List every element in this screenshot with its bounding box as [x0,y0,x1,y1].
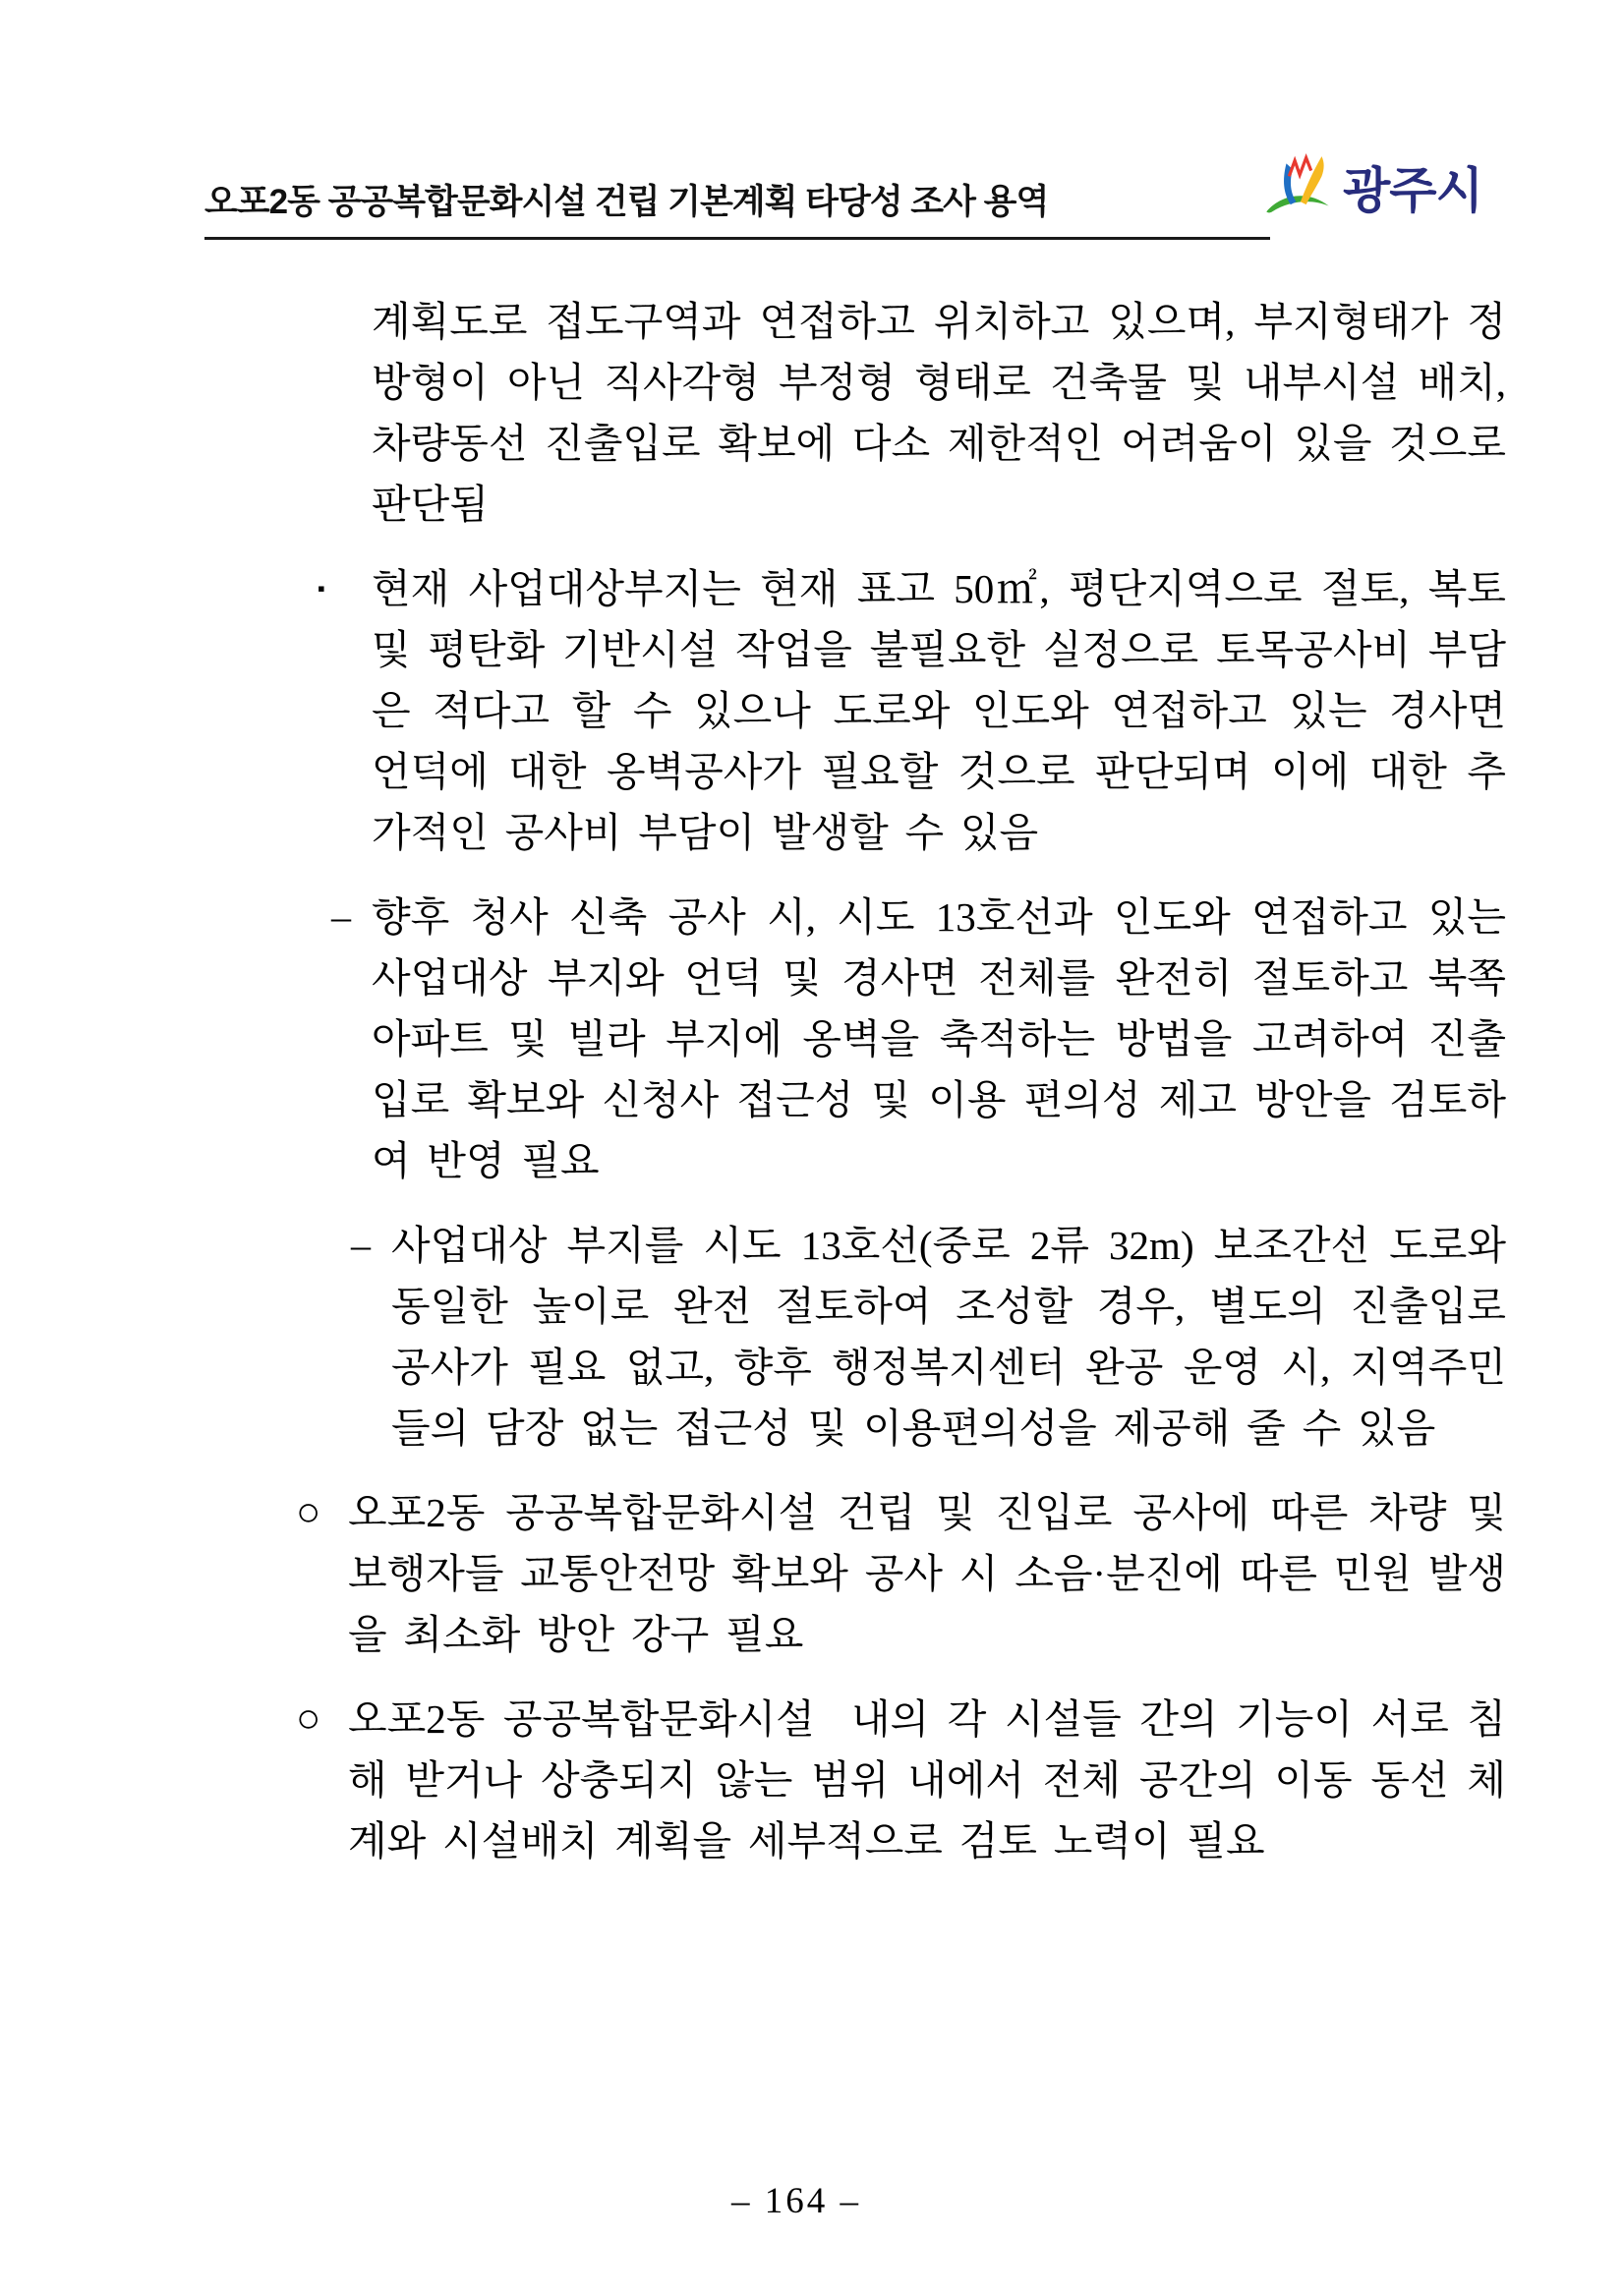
bullet-marker: ▪ [318,576,325,601]
city-emblem-icon [1262,145,1333,234]
body-paragraphs [0,291,1523,1895]
paragraph-text: 오포2동 공공복합문화시설 내의 각 시설들 간의 기능이 서로 침해 받거나 상충되지 않는 범위 내에서 전체 공간의 이동 동선 체계와 시설배치 계획을 세부적으로 검토 노력이 필요 [348,1696,1506,1864]
bullet-marker: ○ [296,1696,321,1742]
paragraph [351,1215,1523,1459]
bullet-marker: – [331,894,351,939]
paragraph-text: 현재 사업대상부지는 현재 표고 50㎡, 평단지역으로 절토, 복토 및 평탄화 기반시설 작업을 불필요한 실정으로 토목공사비 부담은 적다고 할 수 있으나 도로와 인도와 연접하고 있는 경사면 언덕에 대한 옹벽공사가 필요할 것으로 판단되며 이에 대한 추가적인 공사비 부담이 발생할 수 있음 [372,566,1523,855]
bullet-marker: – [351,1223,371,1267]
paragraph-text: 계획도로 접도구역과 연접하고 위치하고 있으며, 부지형태가 정방형이 아닌 직사각형 부정형 형태로 건축물 및 내부시설 배치, 차량동선 진출입로 확보에 다소 제한적인 어려움이 있을 것으로 판단됨 [372,299,1523,527]
bullet-marker: ○ [296,1490,321,1535]
paragraph-text: 향후 청사 신축 공사 시, 시도 13호선과 인도와 연접하고 있는 사업대상 부지와 언덕 및 경사면 전체를 완전히 절토하고 북쪽 아파트 및 빌라 부지에 옹벽을 축적하는 방법을 고려하여 진출입로 확보와 신청사 접근성 및 이용 편의성 제고 방안을 검토하여 반영 필요 [372,894,1523,1183]
paragraph [372,291,1523,535]
city-name-label: 광주시 [1343,163,1482,218]
page-number: – 164 – [731,2181,861,2221]
paragraph-text: 사업대상 부지를 시도 13호선(중로 2류 32m) 보조간선 도로와 동일한 높이로 완전 절토하여 조성할 경우, 별도의 진출입로 공사가 필요 없고, 향후 행정복지센터 완공 운영 시, 지역주민들의 담장 없는 접근성 및 이용편의성을 제공해 줄 수 있음 [391,1223,1523,1451]
paragraph [296,1482,1523,1665]
report-title: 오포2동 공공복합문화시설 건립 기본계획 타당성 조사 용역 [204,183,1049,221]
paragraph [318,558,1523,863]
header-divider [204,237,1270,240]
paragraph [331,887,1523,1191]
paragraph-text: 오포2동 공공복합문화시설 건립 및 진입로 공사에 따른 차량 및 보행자들 교통안전망 확보와 공사 시 소음·분진에 따른 민원 발생을 최소화 방안 강구 필요 [348,1490,1523,1657]
paragraph [296,1689,1506,1871]
gwangju-city-logo [1262,145,1482,234]
